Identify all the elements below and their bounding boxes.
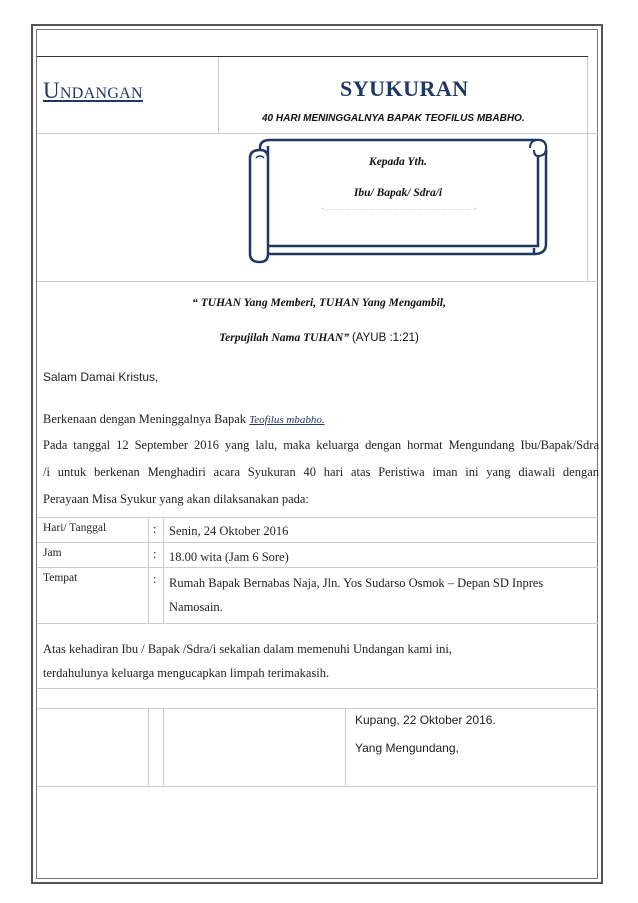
verse-text: Terpujilah Nama TUHAN” bbox=[219, 332, 350, 344]
table-rule bbox=[37, 708, 598, 709]
event-subtitle: 40 HARI MENINGGALNYA BAPAK TEOFILUS MBABHO. bbox=[262, 113, 525, 124]
scroll-recipient-title: Ibu/ Bapak/ Sdra/i bbox=[353, 187, 443, 199]
table-rule bbox=[37, 281, 598, 282]
verse-line-1: “ TUHAN Yang Memberi, TUHAN Yang Mengambil, bbox=[192, 297, 446, 309]
body-para-line-3: Perayaan Misa Syukur yang akan dilaksanakan pada: bbox=[43, 492, 309, 506]
table-rule bbox=[37, 517, 598, 518]
detail-sep: : bbox=[153, 572, 157, 586]
signature-place-date: Kupang, 22 Oktober 2016. bbox=[355, 713, 496, 727]
body-line-1-prefix: Berkenaan dengan Meninggalnya Bapak bbox=[43, 412, 247, 426]
detail-label-date: Hari/ Tanggal bbox=[43, 522, 107, 534]
deceased-name: Teofilus mbabho. bbox=[249, 414, 325, 426]
table-rule-v bbox=[587, 57, 588, 281]
table-rule-v bbox=[218, 57, 219, 133]
detail-sep: : bbox=[153, 522, 157, 536]
invitation-title: Undangan bbox=[43, 78, 143, 103]
closing-line-1: Atas kehadiran Ibu / Bapak /Sdra/i sekalian dalam memenuhi Undangan kami ini, bbox=[43, 642, 452, 656]
table-rule bbox=[37, 542, 598, 543]
scroll-recipient-label: Kepada Yth. bbox=[369, 156, 427, 168]
table-rule-v bbox=[148, 517, 149, 623]
body-para-line-1: Pada tanggal 12 September 2016 yang lalu, maka keluarga dengan hormat Mengundang Ibu/Bapak/Sdra bbox=[43, 438, 599, 452]
table-top-rule bbox=[37, 56, 588, 57]
detail-value-place-2: Namosain. bbox=[169, 600, 223, 614]
table-rule bbox=[37, 623, 598, 624]
table-rule-v bbox=[148, 708, 149, 786]
signature-role: Yang Mengundang, bbox=[355, 741, 459, 755]
table-rule bbox=[37, 567, 598, 568]
detail-label-time: Jam bbox=[43, 547, 62, 559]
detail-value-time: 18.00 wita (Jam 6 Sore) bbox=[169, 550, 289, 564]
detail-value-place: Rumah Bapak Bernabas Naja, Jln. Yos Sudarso Osmok – Depan SD Inpres bbox=[169, 576, 544, 590]
body-line-1 bbox=[43, 412, 325, 427]
table-rule-v bbox=[163, 708, 164, 786]
event-title: SYUKURAN bbox=[340, 76, 469, 101]
verse-reference: (AYUB :1:21) bbox=[351, 332, 419, 344]
table-rule-v bbox=[163, 517, 164, 623]
detail-value-date: Senin, 24 Oktober 2016 bbox=[169, 524, 289, 538]
table-rule bbox=[37, 133, 598, 134]
detail-label-place: Tempat bbox=[43, 572, 78, 584]
body-para-line-2: /i untuk berkenan Menghadiri acara Syukuran 40 hari atas Peristiwa iman ini yang diawali dengan bbox=[43, 465, 599, 479]
scroll-name-blank: <.............................................................................................................................> bbox=[321, 206, 477, 211]
greeting: Salam Damai Kristus, bbox=[43, 370, 159, 384]
verse-line-2 bbox=[0, 332, 638, 344]
detail-sep: : bbox=[153, 547, 157, 561]
closing-line-2: terdahulunya keluarga mengucapkan limpah terimakasih. bbox=[43, 666, 330, 680]
table-rule bbox=[37, 786, 598, 787]
table-rule-v bbox=[345, 708, 346, 786]
table-rule bbox=[37, 688, 598, 689]
